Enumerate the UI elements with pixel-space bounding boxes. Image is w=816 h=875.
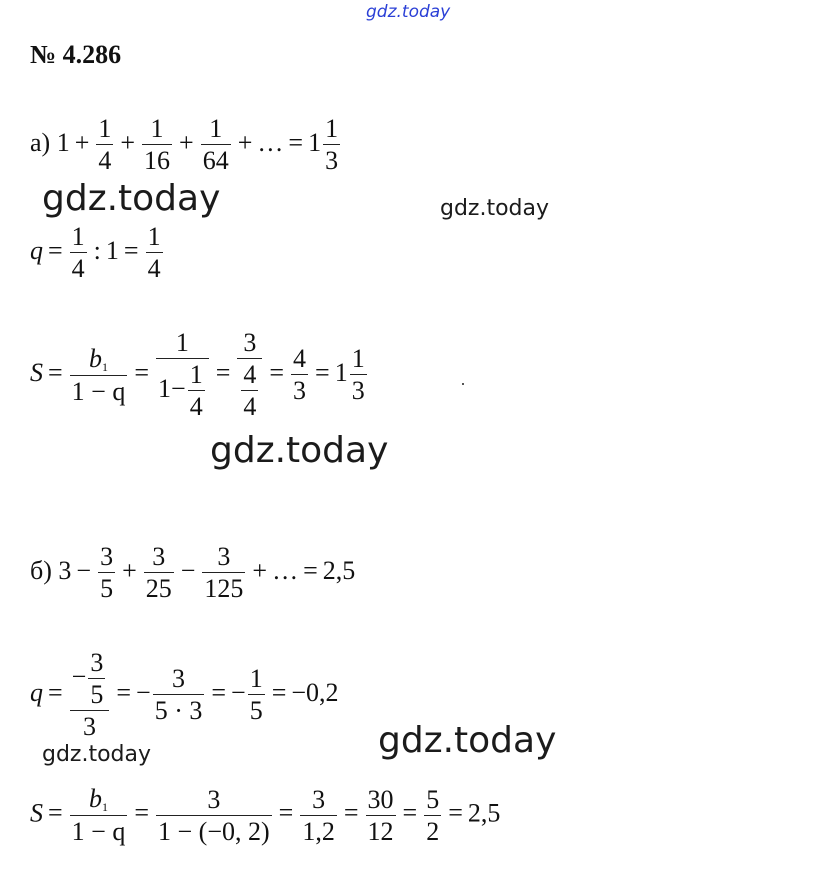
plus-sign: + (179, 127, 194, 157)
part-a-label: а) (30, 127, 51, 157)
part-b-q: q = − $\frac{3}{5}$ 3 = − $\frac{3}{5 \cdot 3}$ = − $\frac{1}{5}$ = −0,2 (30, 648, 339, 741)
watermark: gdz.today (42, 178, 221, 219)
fraction: − $\frac{3}{5}$ 3 (70, 650, 110, 740)
plus-sign: + (237, 127, 253, 157)
fraction: $\frac{4}{3}$ (293, 344, 307, 405)
fraction: $\frac{3}{1,2}$ (302, 784, 335, 846)
watermark: gdz.today (440, 196, 550, 221)
fraction: $\frac{b_1}{1 - q}$ (71, 343, 126, 406)
fraction: $\frac{3}{25}$ (145, 542, 172, 603)
part-b-label: б) (30, 555, 52, 585)
fraction: $\frac{1}{16}$ (144, 114, 171, 175)
problem-title: № 4.286 (30, 40, 122, 69)
part-b-series: б) 3 − $\frac{3}{5}$ + $\frac{3}{25}$ − $\frac{3}{125}$ + … = 2,5 (30, 542, 356, 603)
fraction: $\frac{1}{4}$ (147, 222, 161, 283)
fraction: $\frac{3}{1 - (-0, 2)}$ (158, 784, 270, 846)
fraction: 1 1− $\frac{1}{4}$ (156, 330, 209, 420)
fraction: $\frac{1}{4}$ (71, 222, 85, 283)
fraction: $\frac{3}{125}$ (204, 542, 244, 603)
part-a-series (30, 116, 342, 174)
fraction: $\frac{30}{12}$ (367, 784, 394, 846)
equals-sign: = (288, 127, 304, 157)
part-a-sum: S = $\frac{b_1}{1 - q}$ = 1 1− $\frac{1}{4}$ = $\frac{3}{\frac{4}{4}}$ = $\frac{4}{3}$ = 1 $\frac{1}{3}$ (30, 328, 365, 421)
fraction: $\frac{5}{2}$ (426, 784, 440, 846)
fraction: $\frac{1}{3}$ (325, 114, 339, 175)
fraction: $\frac{1}{64}$ (202, 114, 229, 175)
watermark: gdz.today (378, 720, 557, 761)
fraction: $\frac{3}{\frac{4}{4}}$ (237, 330, 262, 420)
fraction: $\frac{b_1}{1 - q}$ (71, 784, 126, 846)
result-whole: 1 (308, 127, 322, 157)
plus-sign: + (74, 127, 90, 157)
fraction: $\frac{1}{4}$ (98, 114, 112, 175)
plus-sign: + (120, 127, 136, 157)
fraction: $\frac{3}{5 \cdot 3}$ (154, 664, 203, 725)
watermark: gdz.today (210, 430, 389, 471)
part-b-sum: S = $\frac{b_1}{1 - q}$ = $\frac{3}{1 - (-0, 2)}$ = $\frac{3}{1,2}$ = $\frac{30}{12}$ = $\frac{5}{2}$ = 2,5 (30, 784, 501, 846)
watermark-top: gdz.today (366, 2, 451, 22)
watermark: gdz.today (42, 742, 152, 767)
ellipsis: … (257, 127, 284, 157)
part-a-q: q = $\frac{1}{4}$ : 1 = $\frac{1}{4}$ (30, 222, 161, 283)
fraction: $\frac{3}{5}$ (100, 542, 114, 603)
fraction: $\frac{1}{3}$ (351, 344, 365, 405)
fraction: $\frac{1}{5}$ (249, 664, 263, 725)
term: 1 (56, 127, 70, 157)
stray-dot (462, 383, 464, 385)
